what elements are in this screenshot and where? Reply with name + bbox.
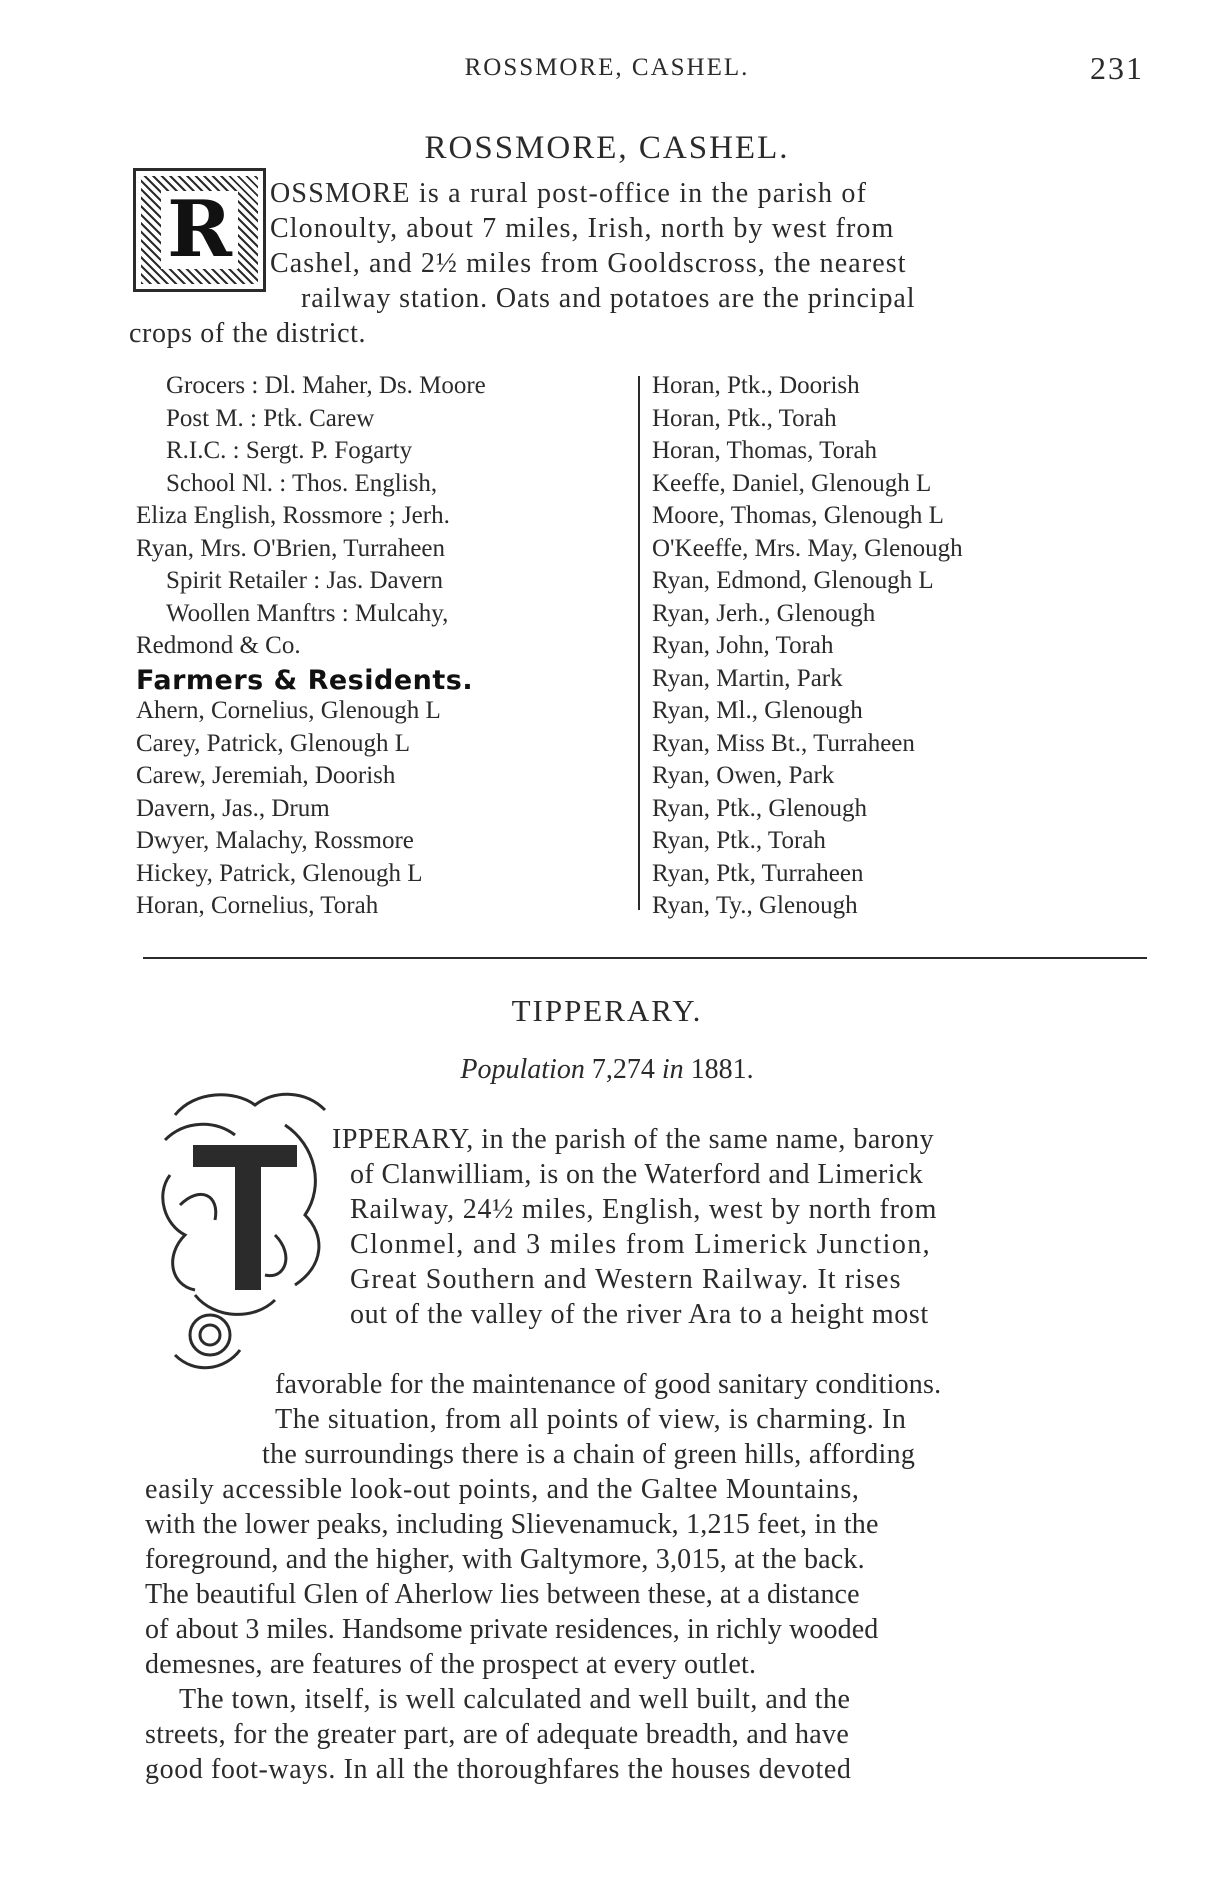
column-divider bbox=[638, 376, 640, 910]
rossmore-line-3: Cashel, and 2½ miles from Gooldscross, the nearest bbox=[270, 248, 907, 279]
farmer-entry: Ryan, John, Torah bbox=[652, 632, 834, 659]
farmer-entry: Ryan, Ptk., Glenough bbox=[652, 794, 867, 822]
farmer-entry: Ryan, Ptk, Turraheen bbox=[652, 859, 864, 887]
page-number: 231 bbox=[1090, 50, 1144, 86]
farmers-residents-heading: Farmers & Residents. bbox=[136, 664, 474, 696]
farmer-entry: Carew, Jeremiah, Doorish bbox=[136, 762, 396, 789]
trade-entry: R.I.C. : Sergt. P. Fogarty bbox=[166, 437, 413, 464]
dropcap-t-ornament bbox=[155, 1085, 335, 1375]
tipperary-paragraph-indent4 bbox=[262, 1437, 1157, 1472]
farmer-entry: Ryan, Edmond, Glenough L bbox=[652, 567, 934, 594]
tipperary-line-14: of about 3 miles. Handsome private residences, in richly wooded bbox=[145, 1614, 879, 1645]
farmer-entry: O'Keeffe, Mrs. May, Glenough bbox=[652, 534, 963, 562]
tipperary-line-9: the surroundings there is a chain of green hills, affording bbox=[262, 1439, 916, 1470]
tipperary-line-17: streets, for the greater part, are of adequate breadth, and have bbox=[145, 1719, 850, 1750]
section-divider bbox=[143, 957, 1147, 959]
trade-entry: Spirit Retailer : Jas. Davern bbox=[166, 567, 444, 594]
tipperary-line-13: The beautiful Glen of Aherlow lies between these, at a distance bbox=[145, 1579, 860, 1610]
trade-entry: Eliza English, Rossmore ; Jerh. bbox=[136, 502, 450, 529]
tipperary-line-7: favorable for the maintenance of good sanitary conditions. bbox=[275, 1369, 942, 1400]
tipperary-line-5: Great Southern and Western Railway. It rises bbox=[350, 1264, 902, 1295]
population-in: in bbox=[661, 1054, 684, 1085]
farmer-entry: Keeffe, Daniel, Glenough L bbox=[652, 469, 932, 497]
rossmore-paragraph-indented bbox=[270, 176, 1136, 281]
farmer-entry: Ryan, Martin, Park bbox=[652, 664, 843, 692]
trade-entry: Post M. : Ptk. Carew bbox=[166, 404, 375, 432]
tipperary-title: TIPPERARY. bbox=[511, 993, 703, 1028]
dropcap-t-stem bbox=[235, 1145, 261, 1290]
population-value: 7,274 bbox=[591, 1054, 655, 1085]
tipperary-line-4: Clonmel, and 3 miles from Limerick Junction, bbox=[350, 1229, 932, 1260]
tipperary-line-12: foreground, and the higher, with Galtymore, 3,015, at the back. bbox=[145, 1544, 865, 1575]
tipperary-line-18: good foot-ways. In all the thoroughfares the houses devoted bbox=[145, 1754, 852, 1785]
population-year: 1881. bbox=[690, 1054, 754, 1085]
tipperary-paragraph-full bbox=[145, 1472, 1157, 1787]
rossmore-line-4: railway station. Oats and potatoes are the principal bbox=[301, 283, 916, 314]
directory-left-column bbox=[136, 370, 622, 923]
rossmore-line-4-wrap bbox=[301, 281, 1141, 316]
directory-right-column bbox=[652, 370, 1152, 923]
rossmore-line-5: crops of the district. bbox=[129, 318, 367, 349]
farmer-entry: Ryan, Miss Bt., Turraheen bbox=[652, 729, 915, 757]
farmer-entry: Horan, Ptk., Torah bbox=[652, 404, 837, 432]
farmer-entry: Ahern, Cornelius, Glenough L bbox=[136, 697, 441, 724]
rossmore-line-1: OSSMORE is a rural post-office in the parish of bbox=[270, 178, 868, 209]
trade-entry: Ryan, Mrs. O'Brien, Turraheen bbox=[136, 534, 446, 562]
farmer-entry: Ryan, Ptk., Torah bbox=[652, 827, 826, 854]
rossmore-line-5-wrap bbox=[129, 316, 529, 351]
running-head-title: ROSSMORE, CASHEL. bbox=[464, 54, 750, 81]
trade-entry: Grocers : Dl. Maher, Ds. Moore bbox=[166, 372, 486, 399]
population-label: Population bbox=[460, 1054, 585, 1085]
tipperary-paragraph-indent2 bbox=[350, 1157, 1156, 1332]
farmer-entry: Ryan, Ml., Glenough bbox=[652, 697, 863, 724]
farmer-entry: Horan, Ptk., Doorish bbox=[652, 372, 860, 399]
farmer-entry: Hickey, Patrick, Glenough L bbox=[136, 859, 423, 887]
farmer-entry: Horan, Cornelius, Torah bbox=[136, 892, 379, 919]
tipperary-line-1: IPPERARY, in the parish of the same name, barony bbox=[332, 1124, 935, 1155]
running-head bbox=[0, 50, 1214, 90]
tipperary-line-3: Railway, 24½ miles, English, west by north from bbox=[350, 1194, 938, 1225]
tipperary-paragraph-top bbox=[332, 1122, 1156, 1157]
farmer-entry: Ryan, Owen, Park bbox=[652, 762, 835, 789]
tipperary-line-2: of Clanwilliam, is on the Waterford and Limerick bbox=[350, 1159, 924, 1190]
population-line bbox=[0, 1054, 1214, 1086]
tipperary-line-16: The town, itself, is well calculated and well built, and the bbox=[179, 1684, 851, 1715]
farmer-entry: Ryan, Jerh., Glenough bbox=[652, 599, 876, 627]
dropcap-r bbox=[133, 168, 266, 292]
tipperary-line-10: easily accessible look-out points, and the Galtee Mountains, bbox=[145, 1474, 860, 1505]
trade-entry: Redmond & Co. bbox=[136, 632, 301, 659]
tipperary-line-6: out of the valley of the river Ara to a height most bbox=[350, 1299, 929, 1330]
farmer-entry: Moore, Thomas, Glenough L bbox=[652, 502, 944, 529]
farmer-entry: Carey, Patrick, Glenough L bbox=[136, 729, 410, 757]
farmer-entry: Ryan, Ty., Glenough bbox=[652, 892, 858, 919]
rossmore-line-2: Clonoulty, about 7 miles, Irish, north by west from bbox=[270, 213, 895, 244]
trade-entry: School Nl. : Thos. English, bbox=[166, 469, 438, 497]
farmer-entry: Dwyer, Malachy, Rossmore bbox=[136, 827, 414, 854]
tipperary-line-11: with the lower peaks, including Slievenamuck, 1,215 feet, in the bbox=[145, 1509, 879, 1540]
trade-entry: Woollen Manftrs : Mulcahy, bbox=[166, 599, 449, 627]
tipperary-line-8: The situation, from all points of view, is charming. In bbox=[275, 1404, 907, 1435]
rossmore-title: ROSSMORE, CASHEL. bbox=[424, 130, 790, 166]
farmer-entry: Davern, Jas., Drum bbox=[136, 794, 330, 822]
dropcap-r-letter: R bbox=[161, 191, 238, 269]
tipperary-line-15: demesnes, are features of the prospect at every outlet. bbox=[145, 1649, 757, 1680]
farmer-entry: Horan, Thomas, Torah bbox=[652, 437, 878, 464]
tipperary-paragraph-indent3 bbox=[275, 1367, 1157, 1437]
